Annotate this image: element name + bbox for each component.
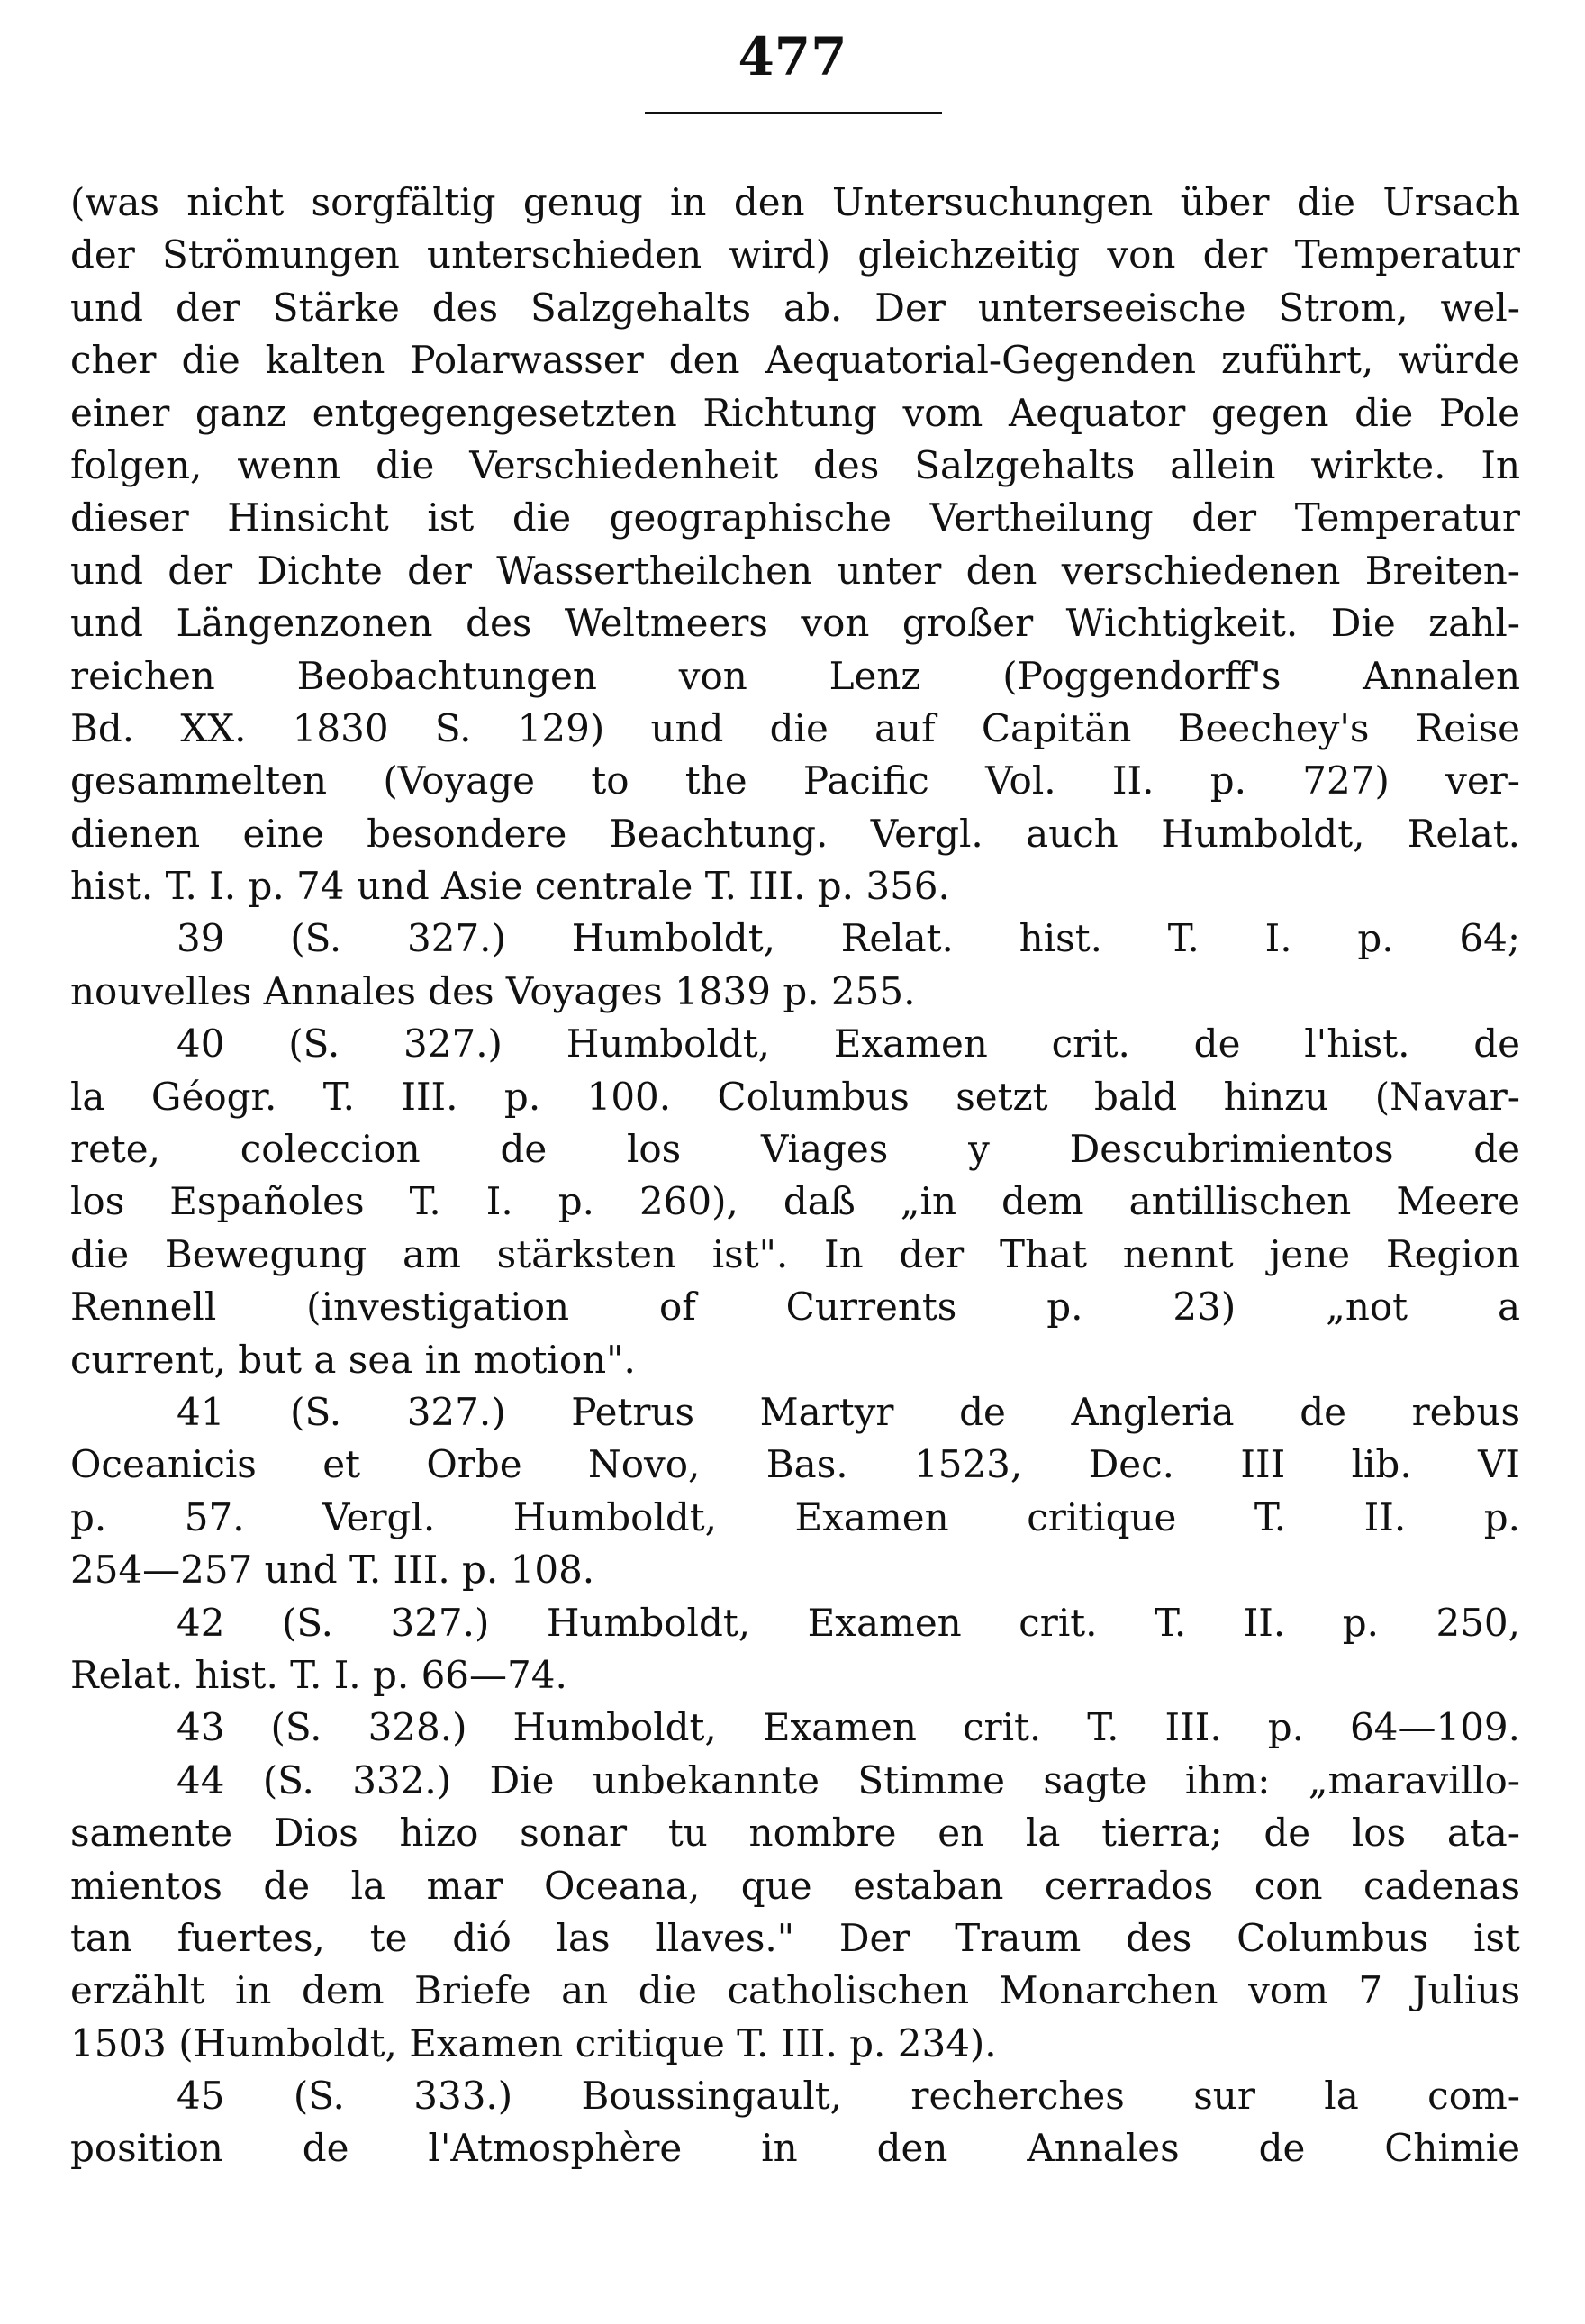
text-line: folgen, wenn die Verschiedenheit des Salzgehalts allein wirkte. In (70, 442, 1520, 487)
page-number: 477 (738, 26, 847, 87)
text-line: Bd. XX. 1830 S. 129) und die auf Capitän Beechey's Reise (70, 705, 1520, 750)
text-line: und der Stärke des Salzgehalts ab. Der unterseeische Strom, wel- (70, 285, 1520, 330)
text-line: p. 57. Vergl. Humboldt, Examen critique T. II. p. (70, 1494, 1520, 1539)
text-line: und Längenzonen des Weltmeers von großer Wichtigkeit. Die zahl- (70, 601, 1520, 646)
footnote-line: 40 (S. 327.) Humboldt, Examen crit. de l'hist. de (177, 1021, 1520, 1067)
text-line: erzählt in dem Briefe an die catholischen Monarchen vom 7 Julius (70, 1968, 1520, 2013)
text-line: nouvelles Annales des Voyages 1839 p. 255. (70, 968, 916, 1013)
text-line: gesammelten (Voyage to the Pacific Vol. II. p. 727) ver- (70, 758, 1520, 803)
text-line: los Españoles T. I. p. 260), daß „in dem antillischen Meere (70, 1179, 1520, 1224)
text-line: mientos de la mar Oceana, que estaban cerrados con cadenas (70, 1863, 1520, 1908)
text-line: 254—257 und T. III. p. 108. (70, 1548, 595, 1593)
page-text (70, 177, 1520, 2175)
footnote-line: 44 (S. 332.) Die unbekannte Stimme sagte ihm: „maravillo- (177, 1757, 1520, 1802)
text-line: tan fuertes, te dió las llaves." Der Traum des Columbus ist (70, 1915, 1520, 1960)
text-line: reichen Beobachtungen von Lenz (Poggendorff's Annalen (70, 653, 1520, 698)
text-line: rete, coleccion de los Viages y Descubrimientos de (70, 1127, 1520, 1172)
text-line: Rennell (investigation of Currents p. 23) „not a (70, 1285, 1520, 1330)
footnote-line: 45 (S. 333.) Boussingault, recherches sur la com- (177, 2074, 1520, 2119)
text-line: einer ganz entgegengesetzten Richtung vom Aequator gegen die Pole (70, 390, 1520, 435)
text-line: 1503 (Humboldt, Examen critique T. III. p. 234). (70, 2020, 997, 2065)
text-line: die Bewegung am stärksten ist". In der That nennt jene Region (70, 1231, 1520, 1276)
text-line: der Strömungen unterschieden wird) gleichzeitig von der Temperatur (70, 232, 1520, 277)
text-line: position de l'Atmosphère in den Annales de Chimie (70, 2126, 1520, 2171)
footnote-line: 41 (S. 327.) Petrus Martyr de Angleria de rebus (177, 1389, 1520, 1434)
text-line: Oceanicis et Orbe Novo, Bas. 1523, Dec. III lib. VI (70, 1442, 1520, 1487)
text-line: hist. T. I. p. 74 und Asie centrale T. III. p. 356. (70, 864, 950, 909)
footnote-line: 42 (S. 327.) Humboldt, Examen crit. T. II. p. 250, (177, 1600, 1520, 1645)
text-line: und der Dichte der Wassertheilchen unter den verschiedenen Breiten- (70, 548, 1520, 593)
footnote-line: 39 (S. 327.) Humboldt, Relat. hist. T. I. p. 64; (177, 916, 1520, 961)
footnote-line: 43 (S. 328.) Humboldt, Examen crit. T. III. p. 64—109. (177, 1705, 1520, 1750)
text-line: current, but a sea in motion". (70, 1337, 636, 1382)
header-rule (645, 112, 942, 114)
text-line: cher die kalten Polarwasser den Aequatorial-Gegenden zuführt, würde (70, 338, 1520, 383)
text-line: dienen eine besondere Beachtung. Vergl. auch Humboldt, Relat. (70, 811, 1520, 856)
text-line: samente Dios hizo sonar tu nombre en la tierra; de los ata- (70, 1811, 1520, 1856)
text-line: (was nicht sorgfältig genug in den Untersuchungen über die Ursach (70, 180, 1520, 224)
text-line: Relat. hist. T. I. p. 66—74. (70, 1652, 567, 1697)
text-line: dieser Hinsicht ist die geographische Vertheilung der Temperatur (70, 495, 1520, 540)
text-line: la Géogr. T. III. p. 100. Columbus setzt bald hinzu (Navar- (70, 1074, 1520, 1119)
